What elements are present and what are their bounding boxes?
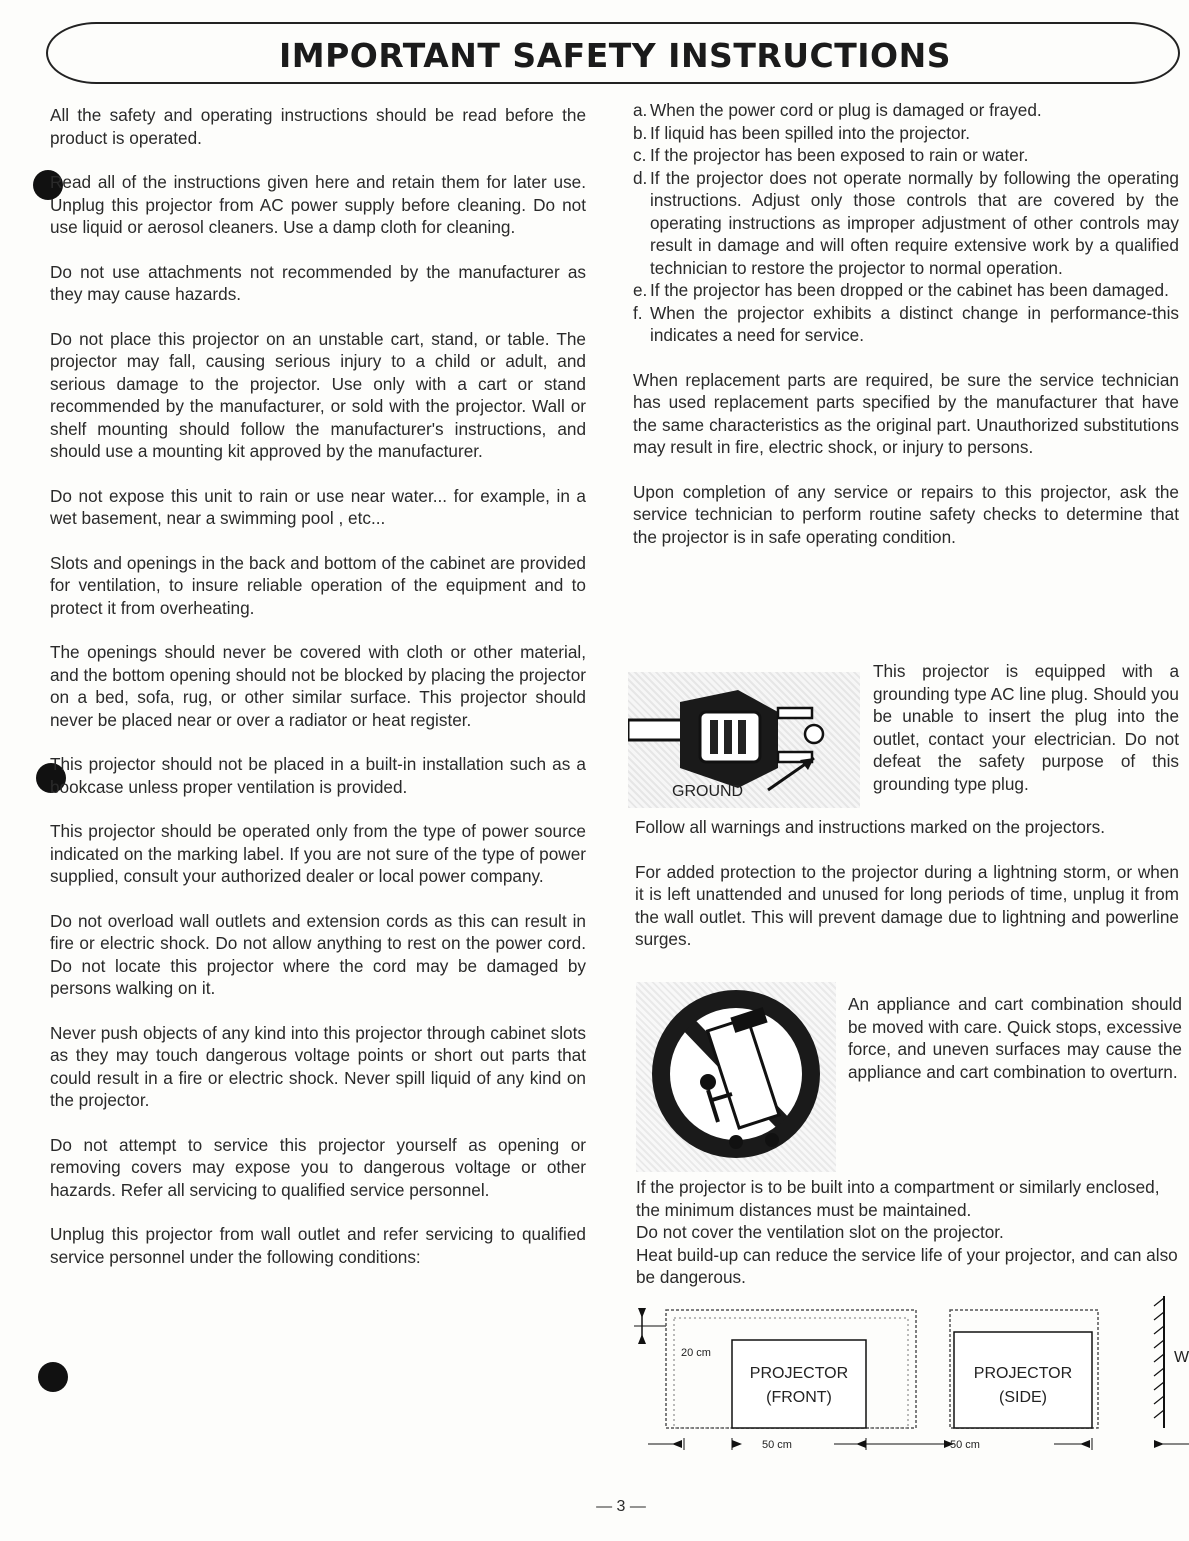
grounding-text: This projector is equipped with a grounding type AC line plug. Should you be unable to insert the plug into the outlet, contact your electrician. Do not defeat the safety purpose of this grounding type plug. [873, 661, 1179, 794]
dist-front-label: 50 cm [762, 1439, 792, 1451]
side-label-line2: (SIDE) [999, 1389, 1047, 1406]
paragraph-unplug-conditions: Unplug this projector from wall outlet and refer servicing to qualified service personnel under the following conditions: [50, 1224, 586, 1267]
paragraph-read-all: Read all of the instructions given here and retain them for later use. Unplug this projector from AC power supply before cleaning. Do not use liquid or aerosol cleaners. Use a damp cloth for cleaning. [50, 172, 586, 237]
paragraph-ventilation-slots: Slots and openings in the back and bottom of the cabinet are provided for ventilation, to insure reliable operation of the equipment and to protect it from overheating. [50, 552, 586, 618]
dist-top-label: 20 cm [681, 1347, 711, 1359]
paragraph-water: Do not expose this unit to rain or use near water... for example, in a wet basement, near a swimming pool , etc... [50, 485, 586, 528]
condition-item: a. When the power cord or plug is damaged or frayed. [633, 100, 1042, 120]
paragraph-overload: Do not overload wall outlets and extension cords as this can result in fire or electric shock. Do not allow anything to rest on the power cord. Do not locate this projector where the cord may be damaged by persons walking on it. [50, 910, 586, 998]
paragraph-lightning: For added protection to the projector during a lightning storm, or when it is left unattended and unused for long periods of time, unplug it from the wall outlet. This will prevent damage due to lightning and powerline surges. [635, 861, 1179, 949]
ground-label: GROUND [672, 783, 744, 800]
clearance-diagram [634, 1296, 1189, 1466]
plug-icon [628, 672, 860, 808]
side-label-line1: PROJECTOR [973, 1365, 1073, 1382]
front-label-line2: (FRONT) [766, 1389, 832, 1406]
paragraph-read-before: All the safety and operating instructions should be read before the product is operated. [50, 105, 586, 148]
right-column-lower [635, 816, 1179, 951]
condition-item: e. If the projector has been dropped or the cabinet has been damaged. [633, 280, 1169, 300]
page-title: IMPORTANT SAFETY INSTRUCTIONS [278, 36, 951, 75]
paragraph-power-source: This projector should be operated only from the type of power source indicated on the marking label. If you are not sure of the type of power supplied, consult your authorized dealer or local power company. [50, 821, 586, 886]
binder-hole-bottom [38, 1362, 68, 1392]
ventilation-line: Do not cover the ventilation slot on the projector. [636, 1222, 1004, 1242]
front-label-line1: PROJECTOR [749, 1365, 849, 1382]
dist-side-label: 50 cm [950, 1439, 980, 1451]
paragraph-replacement-parts: When replacement parts are required, be sure the service technician has used replacement parts specified by the manufacturer that have the same characteristics as the original part. Unauthorized substitutions may result in fire, electric shock, or injury to persons. [633, 369, 1179, 457]
cart-tip-over-icon [636, 982, 836, 1172]
paragraph-built-in: This projector should not be placed in a built-in installation such as a bookcase unless proper ventilation is provided. [50, 754, 586, 797]
paragraph-attachments: Do not use attachments not recommended by the manufacturer as they may cause hazards. [50, 261, 586, 304]
ventilation-line: If the projector is to be built into a compartment or similarly enclosed, the minimum distances must be maintained. [636, 1177, 1160, 1220]
paragraph-openings: The openings should never be covered with cloth or other material, and the bottom opening should not be blocked by placing the projector on a bed, sofa, rug, or other similar surface. This projector should never be placed near or over a radiator or heat register. [50, 642, 586, 730]
condition-item: f. When the projector exhibits a distinct change in performance-this indicates a need for service. [633, 302, 1179, 345]
condition-item: d. If the projector does not operate normally by following the operating instructions. Adjust only those controls that are covered by the operating instructions as improper adjustment of other controls may result in damage and will often require extensive work by a qualified technician to restore the projector to normal operation. [633, 167, 1179, 278]
ventilation-notes [636, 1176, 1184, 1289]
paragraph-service: Do not attempt to service this projector yourself as opening or removing covers may expose you to dangerous voltage or other hazards. Refer all servicing to qualified service personnel. [50, 1134, 586, 1200]
condition-item: c. If the projector has been exposed to rain or water. [633, 145, 1029, 165]
wall-label: W [1174, 1349, 1189, 1366]
cart-warning-text: An appliance and cart combination should be moved with care. Quick stops, excessive force, and uneven surfaces may cause the appliance and cart combination to overturn. [848, 994, 1182, 1082]
page-number: — 3 — [596, 1498, 646, 1515]
grounding-plug-illustration [628, 672, 860, 808]
paragraph-unstable-cart: Do not place this projector on an unstable cart, stand, or table. The projector may fall, causing serious injury to a child or adult, and serious damage to the projector. Use only with a cart or stand recommended by the manufacturer, or sold with the projector. Wall or shelf mounting should follow the manufacturer's instructions, and should use a mounting kit approved by the manufacturer. [50, 328, 586, 461]
right-column [633, 99, 1179, 548]
cart-warning-illustration [636, 982, 836, 1172]
left-column [50, 104, 586, 1290]
ventilation-line: Heat build-up can reduce the service life of your projector, and can also be dangerous. [636, 1244, 1178, 1287]
paragraph-follow-warnings: Follow all warnings and instructions marked on the projectors. [635, 817, 1106, 837]
paragraph-safety-checks: Upon completion of any service or repairs to this projector, ask the service technician to perform routine safety checks to determine that the projector is in safe operating condition. [633, 481, 1179, 547]
paragraph-objects: Never push objects of any kind into this projector through cabinet slots as they may touch dangerous voltage points or short out parts that could result in a fire or electric shock. Never spill liquid of any kind on the projector. [50, 1022, 586, 1110]
condition-item: b. If liquid has been spilled into the projector. [633, 122, 971, 143]
